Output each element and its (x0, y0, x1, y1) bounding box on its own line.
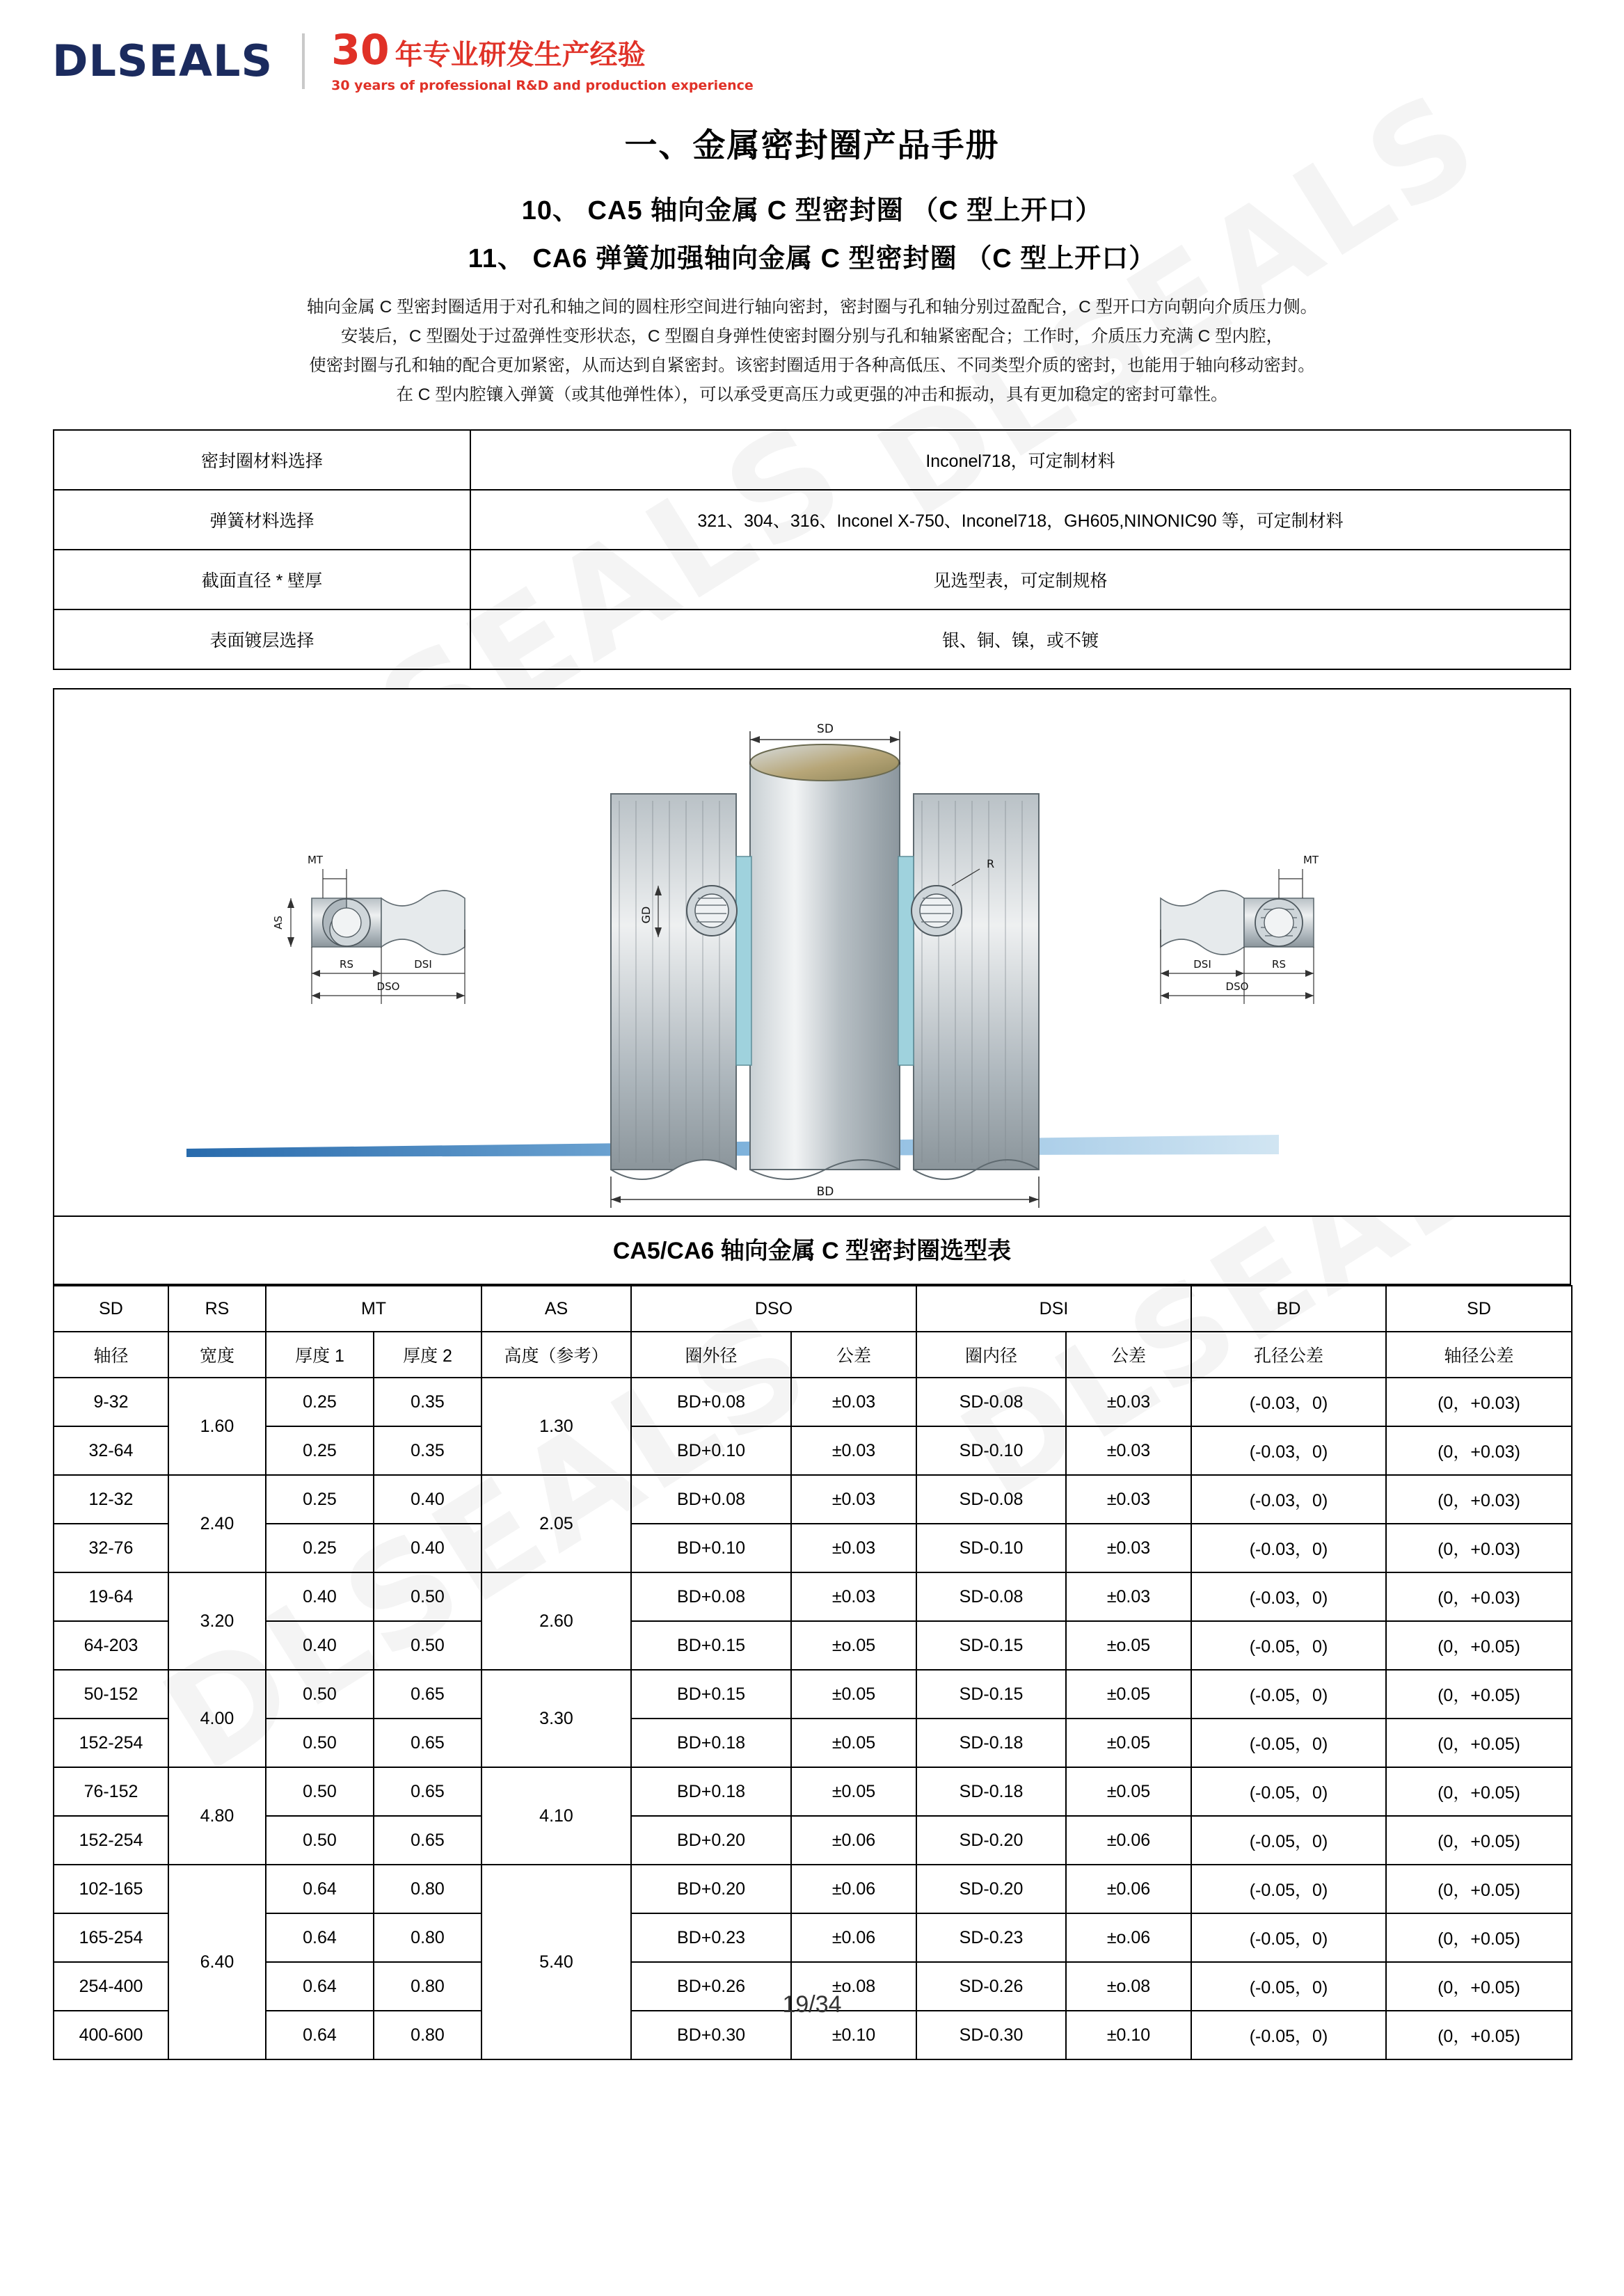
page-title: 一、金属密封圈产品手册 (624, 127, 1000, 164)
selection-table-wrapper (53, 1217, 1571, 2060)
cell-outer-dia: BD+0.23 (631, 1913, 791, 1962)
intro-line-3: 使密封圈与孔和轴的配合更加紧密，从而达到自紧密封。该密封圈适用于各种高低压、不同类型介质的密封，也能用于轴向移动密封。 (309, 356, 1315, 375)
table-header-row-2 (54, 1332, 1572, 1378)
cell-outer-tol: ±0.03 (791, 1475, 916, 1524)
col-sub-outer-dia: 圈外径 (631, 1332, 791, 1378)
cell-inner-tol: ±0.10 (1066, 2011, 1191, 2059)
cell-thickness1: 0.25 (266, 1378, 374, 1426)
cell-width: 1.60 (168, 1378, 266, 1475)
cell-outer-dia: BD+0.30 (631, 2011, 791, 2059)
cell-thickness1: 0.64 (266, 2011, 374, 2059)
cell-thickness2: 0.80 (374, 1865, 481, 1913)
cell-outer-tol: ±0.03 (791, 1572, 916, 1621)
cell-height: 4.10 (481, 1767, 631, 1865)
label-dso-right: DSO (1225, 980, 1249, 993)
cell-inner-tol: ±0.03 (1066, 1524, 1191, 1572)
page-number: 19/34 (782, 1991, 842, 2018)
selection-table (53, 1285, 1573, 2060)
cell-thickness2: 0.65 (374, 1719, 481, 1767)
label-dsi-left: DSI (414, 958, 432, 971)
label-dsi-right: DSI (1193, 958, 1211, 971)
col-sd2: SD (1386, 1286, 1572, 1332)
cell-thickness1: 0.64 (266, 1865, 374, 1913)
cell-shaft-tol: (0，+0.05) (1386, 1865, 1572, 1913)
cell-thickness2: 0.65 (374, 1816, 481, 1865)
tagline-years: 30 (331, 25, 390, 74)
col-sd: SD (54, 1286, 168, 1332)
table-row (54, 1621, 1572, 1670)
table-row (54, 609, 1570, 669)
spec-value: 银、铜、镍，或不镀 (470, 609, 1570, 669)
cell-inner-dia: SD-0.18 (916, 1767, 1066, 1816)
cell-inner-dia: SD-0.08 (916, 1378, 1066, 1426)
col-as: AS (481, 1286, 631, 1332)
cell-height: 5.40 (481, 1865, 631, 2059)
table-row (54, 550, 1570, 609)
col-rs: RS (168, 1286, 266, 1332)
cell-bore-tol: (-0.03，0) (1191, 1524, 1386, 1572)
cell-bore-tol: (-0.03，0) (1191, 1572, 1386, 1621)
tagline-english: 30 years of professional R&D and production experience (331, 77, 754, 93)
cell-inner-dia: SD-0.08 (916, 1572, 1066, 1621)
col-mt: MT (266, 1286, 481, 1332)
specification-table (53, 429, 1571, 670)
cell-inner-dia: SD-0.18 (916, 1719, 1066, 1767)
table-row (54, 1816, 1572, 1865)
cell-inner-dia: SD-0.26 (916, 1962, 1066, 2011)
table-row (54, 1719, 1572, 1767)
cell-outer-dia: BD+0.20 (631, 1865, 791, 1913)
col-sub-thickness1: 厚度 1 (266, 1332, 374, 1378)
cell-bore-tol: (-0.05，0) (1191, 1621, 1386, 1670)
cell-outer-tol: ±0.03 (791, 1378, 916, 1426)
cell-shaft-tol: (0，+0.05) (1386, 1913, 1572, 1962)
cell-shaft-tol: (0，+0.05) (1386, 1621, 1572, 1670)
cell-inner-tol: ±0.03 (1066, 1426, 1191, 1475)
cell-thickness1: 0.50 (266, 1670, 374, 1719)
section-title-ca5: 10、 CA5 轴向金属 C 型密封圈 （C 型上开口） (521, 196, 1103, 225)
company-logo: DLSEALS (52, 35, 273, 86)
cell-outer-dia: BD+0.10 (631, 1524, 791, 1572)
section-title-ca6: 11、 CA6 弹簧加强轴向金属 C 型密封圈 （C 型上开口） (468, 244, 1156, 273)
cell-outer-tol: ±0.06 (791, 1913, 916, 1962)
cell-shaft-dia: 32-64 (54, 1426, 168, 1475)
cell-outer-tol: ±0.05 (791, 1767, 916, 1816)
table-row (54, 1767, 1572, 1816)
cell-shaft-tol: (0，+0.05) (1386, 1962, 1572, 2011)
cell-inner-tol: ±0.03 (1066, 1475, 1191, 1524)
cell-thickness1: 0.50 (266, 1816, 374, 1865)
cell-thickness1: 0.40 (266, 1621, 374, 1670)
cell-outer-tol: ±0.05 (791, 1670, 916, 1719)
col-dso: DSO (631, 1286, 916, 1332)
cell-thickness2: 0.50 (374, 1572, 481, 1621)
cell-thickness2: 0.80 (374, 1962, 481, 2011)
col-sub-inner-dia: 圈内径 (916, 1332, 1066, 1378)
cell-bore-tol: (-0.03，0) (1191, 1426, 1386, 1475)
spec-value: Inconel718，可定制材料 (470, 430, 1570, 490)
col-sub-thickness2: 厚度 2 (374, 1332, 481, 1378)
cell-bore-tol: (-0.03，0) (1191, 1475, 1386, 1524)
col-sub-shaft-dia: 轴径 (54, 1332, 168, 1378)
cell-outer-dia: BD+0.18 (631, 1767, 791, 1816)
cell-shaft-dia: 12-32 (54, 1475, 168, 1524)
cell-shaft-dia: 102-165 (54, 1865, 168, 1913)
selection-table-title: CA5/CA6 轴向金属 C 型密封圈选型表 (53, 1217, 1571, 1285)
table-row (54, 1865, 1572, 1913)
col-sub-height: 高度（参考） (481, 1332, 631, 1378)
cell-outer-dia: BD+0.08 (631, 1475, 791, 1524)
cell-thickness2: 0.65 (374, 1767, 481, 1816)
label-mt-left: MT (307, 854, 324, 866)
label-as: AS (272, 916, 285, 930)
label-gd: GD (639, 906, 653, 924)
table-header-row-1 (54, 1286, 1572, 1332)
detail-left (272, 854, 465, 1004)
cell-inner-dia: SD-0.15 (916, 1670, 1066, 1719)
table-row (54, 490, 1570, 550)
cell-inner-dia: SD-0.15 (916, 1621, 1066, 1670)
cell-height: 3.30 (481, 1670, 631, 1767)
spec-label: 密封圈材料选择 (54, 430, 470, 490)
cell-inner-dia: SD-0.20 (916, 1865, 1066, 1913)
col-sub-bore-tol: 孔径公差 (1191, 1332, 1386, 1378)
label-r: R (987, 857, 995, 870)
cell-shaft-tol: (0，+0.05) (1386, 2011, 1572, 2059)
label-rs-right: RS (1272, 958, 1286, 971)
cell-height: 2.60 (481, 1572, 631, 1670)
seal-ring-left (687, 886, 737, 936)
cell-inner-dia: SD-0.30 (916, 2011, 1066, 2059)
cell-outer-tol: ±0.06 (791, 1816, 916, 1865)
cell-thickness1: 0.25 (266, 1426, 374, 1475)
intro-line-4: 在 C 型内腔镶入弹簧（或其他弹性体），可以承受更高压力或更强的冲击和振动，具有更加稳定的密封可靠性。 (396, 385, 1228, 404)
label-dso-left: DSO (376, 980, 400, 993)
cell-shaft-dia: 254-400 (54, 1962, 168, 2011)
cell-thickness2: 0.40 (374, 1524, 481, 1572)
cell-outer-tol: ±0.10 (791, 2011, 916, 2059)
intro-line-1: 轴向金属 C 型密封圈适用于对孔和轴之间的圆柱形空间进行轴向密封，密封圈与孔和轴分别过盈配合，C 型开口方向朝向介质压力侧。 (306, 298, 1318, 317)
table-row (54, 1475, 1572, 1524)
label-rs-left: RS (340, 958, 353, 971)
cell-thickness1: 0.40 (266, 1572, 374, 1621)
table-row (54, 1572, 1572, 1621)
cell-inner-tol: ±0.03 (1066, 1572, 1191, 1621)
cell-inner-dia: SD-0.23 (916, 1913, 1066, 1962)
cell-bore-tol: (-0.05，0) (1191, 1865, 1386, 1913)
tagline-chinese: 年专业研发生产经验 (395, 39, 646, 70)
cell-bore-tol: (-0.05，0) (1191, 2011, 1386, 2059)
cell-shaft-dia: 64-203 (54, 1621, 168, 1670)
cell-outer-dia: BD+0.20 (631, 1816, 791, 1865)
cell-shaft-dia: 19-64 (54, 1572, 168, 1621)
cell-shaft-dia: 50-152 (54, 1670, 168, 1719)
cell-shaft-dia: 400-600 (54, 2011, 168, 2059)
spec-value: 321、304、316、Inconel X-750、Inconel718，GH605,NINONIC90 等，可定制材料 (470, 490, 1570, 550)
technical-drawing (53, 688, 1571, 1217)
cell-inner-tol: ±o.06 (1066, 1913, 1191, 1962)
selection-table-body (54, 1378, 1572, 2059)
cell-inner-tol: ±o.08 (1066, 1962, 1191, 2011)
cell-shaft-tol: (0，+0.05) (1386, 1816, 1572, 1865)
cell-inner-tol: ±0.05 (1066, 1670, 1191, 1719)
cell-thickness1: 0.25 (266, 1475, 374, 1524)
spec-label: 截面直径 * 壁厚 (54, 550, 470, 609)
spec-label: 表面镀层选择 (54, 609, 470, 669)
cell-inner-dia: SD-0.10 (916, 1426, 1066, 1475)
table-row (54, 1426, 1572, 1475)
table-row (54, 1378, 1572, 1426)
cell-bore-tol: (-0.05，0) (1191, 1767, 1386, 1816)
col-sub-tol-1: 公差 (791, 1332, 916, 1378)
cell-outer-dia: BD+0.26 (631, 1962, 791, 2011)
cell-shaft-dia: 152-254 (54, 1719, 168, 1767)
cell-outer-dia: BD+0.15 (631, 1621, 791, 1670)
cell-outer-tol: ±o.08 (791, 1962, 916, 2011)
cell-inner-tol: ±0.03 (1066, 1378, 1191, 1426)
cell-bore-tol: (-0.05，0) (1191, 1962, 1386, 2011)
label-sd: SD (817, 722, 834, 736)
cell-shaft-tol: (0，+0.05) (1386, 1719, 1572, 1767)
cell-outer-tol: ±o.05 (791, 1621, 916, 1670)
cell-thickness2: 0.35 (374, 1426, 481, 1475)
cell-inner-dia: SD-0.10 (916, 1524, 1066, 1572)
cell-thickness1: 0.64 (266, 1913, 374, 1962)
cell-thickness1: 0.50 (266, 1719, 374, 1767)
cell-inner-dia: SD-0.08 (916, 1475, 1066, 1524)
col-sub-width: 宽度 (168, 1332, 266, 1378)
cell-shaft-tol: (0，+0.03) (1386, 1378, 1572, 1426)
tagline (331, 25, 754, 93)
cell-inner-tol: ±0.05 (1066, 1767, 1191, 1816)
cell-shaft-tol: (0，+0.03) (1386, 1524, 1572, 1572)
cell-outer-tol: ±0.03 (791, 1524, 916, 1572)
cell-thickness1: 0.25 (266, 1524, 374, 1572)
intro-line-2: 安装后，C 型圈处于过盈弹性变形状态，C 型圈自身弹性使密封圈分别与孔和轴紧密配合；工作时，介质压力充满 C 型内腔， (340, 327, 1284, 346)
cell-height: 2.05 (481, 1475, 631, 1572)
cell-shaft-dia: 165-254 (54, 1913, 168, 1962)
table-row (54, 1524, 1572, 1572)
cell-inner-tol: ±0.05 (1066, 1719, 1191, 1767)
cell-height: 1.30 (481, 1378, 631, 1475)
cell-width: 4.00 (168, 1670, 266, 1767)
table-row (54, 430, 1570, 490)
col-sub-tol-2: 公差 (1066, 1332, 1191, 1378)
cell-shaft-dia: 76-152 (54, 1767, 168, 1816)
cell-outer-dia: BD+0.18 (631, 1719, 791, 1767)
cell-outer-dia: BD+0.08 (631, 1572, 791, 1621)
cell-shaft-dia: 32-76 (54, 1524, 168, 1572)
cell-inner-tol: ±o.05 (1066, 1621, 1191, 1670)
cell-bore-tol: (-0.05，0) (1191, 1719, 1386, 1767)
cell-width: 3.20 (168, 1572, 266, 1670)
intro-paragraph (83, 293, 1541, 410)
cell-outer-tol: ±0.03 (791, 1426, 916, 1475)
detail-right (1161, 854, 1319, 1004)
cell-bore-tol: (-0.03，0) (1191, 1378, 1386, 1426)
cell-thickness2: 0.40 (374, 1475, 481, 1524)
cell-bore-tol: (-0.05，0) (1191, 1913, 1386, 1962)
cell-shaft-tol: (0，+0.05) (1386, 1670, 1572, 1719)
col-dsi: DSI (916, 1286, 1191, 1332)
cell-thickness2: 0.65 (374, 1670, 481, 1719)
spec-value: 见选型表，可定制规格 (470, 550, 1570, 609)
cell-thickness1: 0.50 (266, 1767, 374, 1816)
cell-outer-tol: ±0.05 (791, 1719, 916, 1767)
cell-width: 2.40 (168, 1475, 266, 1572)
col-sub-shaft-tol: 轴径公差 (1386, 1332, 1572, 1378)
cell-shaft-tol: (0，+0.03) (1386, 1475, 1572, 1524)
spec-label: 弹簧材料选择 (54, 490, 470, 550)
tagline-main (331, 25, 754, 74)
cell-inner-dia: SD-0.20 (916, 1816, 1066, 1865)
table-row (54, 1913, 1572, 1962)
seal-ring-right (911, 886, 962, 936)
label-mt-right: MT (1303, 854, 1319, 866)
cell-inner-tol: ±0.06 (1066, 1816, 1191, 1865)
cell-thickness2: 0.80 (374, 2011, 481, 2059)
cell-shaft-dia: 152-254 (54, 1816, 168, 1865)
cell-shaft-tol: (0，+0.05) (1386, 1767, 1572, 1816)
cell-outer-dia: BD+0.10 (631, 1426, 791, 1475)
table-row (54, 1670, 1572, 1719)
cell-thickness2: 0.35 (374, 1378, 481, 1426)
cell-outer-dia: BD+0.15 (631, 1670, 791, 1719)
cell-shaft-tol: (0，+0.03) (1386, 1426, 1572, 1475)
cell-width: 4.80 (168, 1767, 266, 1865)
cell-outer-dia: BD+0.08 (631, 1378, 791, 1426)
cell-shaft-dia: 9-32 (54, 1378, 168, 1426)
cell-shaft-tol: (0，+0.03) (1386, 1572, 1572, 1621)
cell-inner-tol: ±0.06 (1066, 1865, 1191, 1913)
logo-divider (302, 33, 305, 89)
cell-thickness1: 0.64 (266, 1962, 374, 2011)
col-bd: BD (1191, 1286, 1386, 1332)
cell-width: 6.40 (168, 1865, 266, 2059)
cell-outer-tol: ±0.06 (791, 1865, 916, 1913)
cell-bore-tol: (-0.05，0) (1191, 1670, 1386, 1719)
label-bd: BD (816, 1185, 834, 1199)
cell-bore-tol: (-0.05，0) (1191, 1816, 1386, 1865)
page-header (0, 0, 1624, 93)
cell-thickness2: 0.50 (374, 1621, 481, 1670)
cell-thickness2: 0.80 (374, 1913, 481, 1962)
